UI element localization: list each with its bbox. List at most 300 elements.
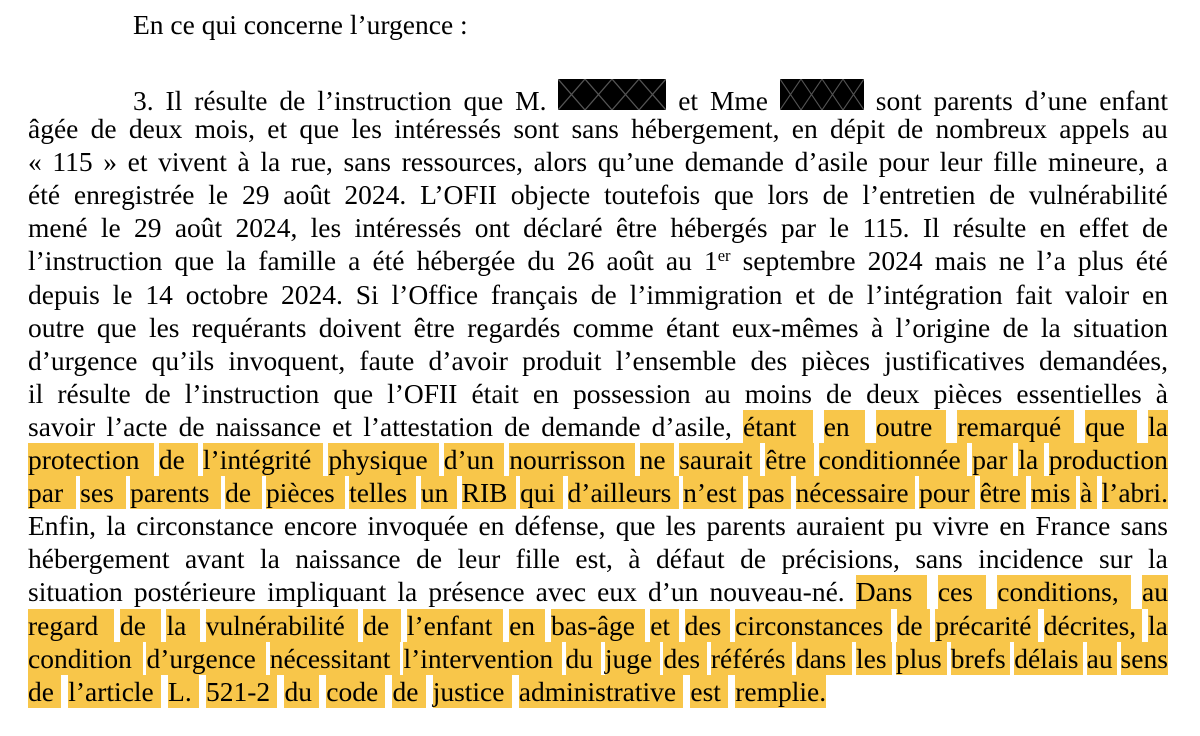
highlighted-word: saurait <box>679 443 760 476</box>
word: la <box>260 146 281 178</box>
highlighted-word: l’abri. <box>1101 477 1168 509</box>
word: Il <box>165 85 183 116</box>
word: appels <box>1059 113 1130 145</box>
word: justificatives <box>884 344 1025 376</box>
text-line <box>28 443 1168 476</box>
highlighted-word: la <box>1148 410 1168 442</box>
text-line <box>28 344 1168 377</box>
word: de <box>740 543 767 575</box>
word: été <box>1135 245 1168 277</box>
highlighted-word: étant <box>743 410 813 443</box>
word: ont <box>474 212 510 244</box>
highlighted-word: protection <box>28 443 154 476</box>
word: l’immigration <box>629 278 783 310</box>
ordinal-suffix: er <box>717 245 731 265</box>
word: deux <box>866 377 920 409</box>
word: et <box>678 85 699 116</box>
highlighted-word: l’enfant <box>407 609 504 642</box>
highlighted-word: à <box>1080 476 1097 509</box>
word: demandées, <box>1038 344 1168 376</box>
highlighted-word: en <box>509 609 545 642</box>
highlighted-word: par <box>28 476 76 509</box>
word: en <box>791 113 818 145</box>
word: enregistrée <box>73 179 195 211</box>
word: est, <box>575 543 613 575</box>
word: en <box>1039 212 1066 244</box>
word: en <box>1141 278 1168 310</box>
highlighted-word: telles <box>349 476 416 509</box>
word: nouveau-né. <box>709 576 845 608</box>
highlighted-word: n’est <box>683 476 743 509</box>
word: que <box>333 377 374 409</box>
word: été <box>28 179 61 211</box>
highlighted-word: plus <box>896 642 947 675</box>
word: demande <box>541 410 641 442</box>
highlighted-word: conditionnée <box>819 443 968 476</box>
paragraph-3 <box>28 79 1168 708</box>
word: 2024. <box>281 278 343 310</box>
word: être <box>615 212 658 244</box>
highlighted-word: juge <box>605 642 660 675</box>
word: défense, <box>514 510 606 542</box>
highlighted-word: pièces <box>266 476 345 509</box>
word: les <box>148 311 180 343</box>
word: intéressés <box>354 212 462 244</box>
word: sans <box>571 113 619 145</box>
word: vulnérabilité <box>1028 179 1168 211</box>
word: à <box>1155 377 1168 409</box>
highlighted-word: que <box>1085 410 1137 443</box>
word: faute <box>359 344 415 376</box>
word: 2024 <box>867 245 923 277</box>
word: septembre <box>742 245 856 277</box>
word: au <box>1141 113 1168 145</box>
word: mené <box>28 212 88 244</box>
text-line <box>28 410 1168 443</box>
word: fille <box>515 543 560 575</box>
highlighted-word: bas-âge <box>551 609 645 642</box>
word: lors <box>767 179 809 211</box>
text-line <box>28 311 1168 344</box>
redaction-block-icon <box>780 79 864 110</box>
highlighted-word: au <box>1087 642 1117 675</box>
word: fait <box>1015 278 1053 310</box>
word: 29 <box>241 179 270 211</box>
highlighted-word: être <box>980 476 1027 509</box>
word: de <box>989 179 1016 211</box>
word: leur <box>939 146 983 178</box>
word: enfant <box>1099 85 1168 116</box>
ordinal-number: 1 <box>703 245 718 277</box>
word: du <box>527 245 555 277</box>
highlighted-word: du <box>284 675 319 708</box>
word: hébergement <box>28 543 170 575</box>
word: Si <box>355 278 379 310</box>
highlighted-word: d’ailleurs <box>568 476 679 509</box>
text-line <box>28 112 1168 145</box>
word: plus <box>1077 245 1124 277</box>
word: l’entretien <box>862 179 976 211</box>
word: 115 <box>52 146 93 178</box>
word: la <box>1148 543 1168 575</box>
highlighted-word: l’article <box>68 675 161 708</box>
word: d’avoir <box>428 344 508 376</box>
highlighted-word: est <box>690 675 728 708</box>
word: effet <box>1078 212 1129 244</box>
word: août <box>606 245 654 277</box>
highlighted-word: de <box>225 476 261 509</box>
word: été <box>372 245 405 277</box>
word: la <box>106 510 127 542</box>
word: que <box>96 311 137 343</box>
word: savoir <box>28 410 96 442</box>
word: pièces <box>933 377 1003 409</box>
word: regardés <box>467 311 561 343</box>
highlighted-word: sens <box>1120 642 1168 674</box>
highlighted-word: physique <box>328 443 438 476</box>
word: octobre <box>185 278 269 310</box>
highlighted-word: un <box>421 476 457 509</box>
word: d’une <box>1024 85 1088 116</box>
highlighted-word: ne <box>640 443 674 476</box>
highlighted-word: les <box>856 642 892 675</box>
word: étant <box>666 311 720 343</box>
highlighted-word: pas <box>748 476 791 509</box>
word: deux <box>128 113 183 145</box>
word: naissance <box>215 410 322 442</box>
word: l’instruction <box>184 377 320 409</box>
word: à <box>237 146 250 178</box>
word: rue, <box>290 146 333 178</box>
word: de <box>178 410 205 442</box>
word: invoquent, <box>228 344 346 376</box>
word: qu’une <box>597 146 675 178</box>
word: l’OFII <box>387 377 458 409</box>
word: de <box>1002 311 1029 343</box>
word: a <box>348 245 361 277</box>
highlighted-word: l’intégrité <box>203 443 323 476</box>
word: de <box>416 543 443 575</box>
redacted-name-1 <box>558 79 666 110</box>
word: et <box>795 278 816 310</box>
word: en <box>999 510 1026 542</box>
word: qu’ils <box>151 344 215 376</box>
highlighted-word: au <box>1141 576 1168 608</box>
word: essentielles <box>1016 377 1142 409</box>
text-line <box>28 244 1168 277</box>
highlighted-word: pour <box>919 476 975 509</box>
highlighted-word: en <box>824 410 865 443</box>
word: âgée <box>28 113 79 145</box>
word: doivent <box>318 311 402 343</box>
highlighted-word: nourrisson <box>509 443 634 476</box>
highlighted-word: remarqué <box>957 410 1074 443</box>
word: alors <box>533 146 588 178</box>
highlighted-word: ces <box>938 575 986 608</box>
word: français <box>490 278 578 310</box>
word: avec <box>535 576 587 608</box>
highlighted-word: condition <box>28 642 143 675</box>
word: auraient <box>796 510 885 542</box>
highlighted-word: être <box>765 443 813 476</box>
word: sans <box>1120 510 1168 542</box>
highlighted-word: la <box>1147 609 1168 641</box>
redacted-name-2 <box>780 79 864 110</box>
word: l’a <box>1036 245 1066 277</box>
word: situation <box>28 576 123 608</box>
word: » <box>103 146 118 178</box>
word: de <box>1142 212 1168 244</box>
text-line <box>28 178 1168 211</box>
word: moins <box>744 377 812 409</box>
text-line <box>28 476 1168 509</box>
word: eux <box>597 576 637 608</box>
text-line <box>28 642 1168 675</box>
word: impliquant <box>267 576 387 608</box>
highlighted-word: des <box>685 609 730 642</box>
word: a <box>1155 146 1168 178</box>
highlighted-word: et <box>650 609 679 642</box>
highlighted-word: décrites, <box>1044 609 1143 642</box>
text-line <box>28 278 1168 311</box>
highlighted-word: du <box>566 642 602 675</box>
word: présence <box>428 576 525 608</box>
word: vivent <box>158 146 227 178</box>
word: 29 <box>134 212 162 244</box>
word: pour <box>878 146 930 178</box>
word: situation <box>1073 311 1168 343</box>
word: des <box>750 344 788 376</box>
word: toutefois <box>603 179 701 211</box>
word: naissance <box>295 543 401 575</box>
word: d’asile, <box>651 410 732 442</box>
highlighted-word: remplie. <box>735 675 827 707</box>
word: l’attestation <box>363 410 494 442</box>
highlighted-word: de <box>28 675 61 708</box>
word: la <box>397 576 418 608</box>
word: de <box>897 113 924 145</box>
highlighted-word: nécessaire <box>796 476 915 509</box>
highlighted-word: vulnérabilité <box>206 609 358 642</box>
word: Enfin, <box>28 510 96 542</box>
highlighted-word: par <box>972 443 1013 476</box>
word: ne <box>998 245 1025 277</box>
word: hébergés <box>670 212 768 244</box>
word: famille <box>258 245 337 277</box>
word: et <box>267 113 288 145</box>
highlighted-word: mis <box>1031 476 1076 509</box>
word: au <box>665 245 692 277</box>
text-line <box>28 509 1168 542</box>
word: le <box>100 212 121 244</box>
word: 3. <box>133 85 154 116</box>
highlighted-word: nécessitant <box>270 642 400 675</box>
word: pu <box>894 510 923 542</box>
word: défaut <box>655 543 725 575</box>
highlighted-word: conditions, <box>997 575 1131 608</box>
highlighted-word: regard <box>28 609 114 642</box>
word: précisions, <box>781 543 900 575</box>
word: M. <box>515 85 547 116</box>
word: eux-mêmes <box>731 311 859 343</box>
word: sans <box>915 543 963 575</box>
word: la <box>1040 311 1061 343</box>
text-line <box>28 211 1168 244</box>
word: les <box>665 510 697 542</box>
word: demande <box>684 146 785 178</box>
highlighted-word: la <box>1018 443 1043 476</box>
word: l’ensemble <box>615 344 737 376</box>
word: de <box>90 113 117 145</box>
word: résulte <box>57 377 131 409</box>
word: d’urgence <box>28 344 138 376</box>
word: mineure, <box>1048 146 1145 178</box>
word: la <box>259 543 280 575</box>
word: 115. <box>862 212 910 244</box>
highlighted-word: production <box>1048 444 1168 476</box>
text-line <box>28 575 1168 608</box>
word: encore <box>283 510 358 542</box>
highlighted-word: code <box>326 675 385 708</box>
word: vivre <box>932 510 990 542</box>
word: était <box>471 377 519 409</box>
word: hébergement, <box>631 113 780 145</box>
word: la <box>226 245 247 277</box>
word: l’instruction <box>28 245 163 277</box>
text-line <box>28 609 1168 642</box>
highlighted-word: outre <box>876 410 946 443</box>
word: de <box>504 410 531 442</box>
text-line <box>28 377 1168 410</box>
word: en <box>532 377 559 409</box>
word: de <box>826 377 852 409</box>
word: pièces <box>801 344 871 376</box>
word: sont <box>513 113 560 145</box>
word: fille <box>993 146 1038 178</box>
word: d’asile <box>794 146 868 178</box>
word: à <box>870 311 884 343</box>
word: sans <box>343 146 391 178</box>
highlighted-word: de <box>120 609 161 642</box>
word: et <box>127 146 148 178</box>
word: les <box>310 212 342 244</box>
highlighted-word: dans <box>796 642 852 675</box>
word: « <box>28 146 42 178</box>
highlighted-word: L. <box>168 675 199 708</box>
highlighted-word: précarité <box>935 609 1038 642</box>
word: en <box>478 510 505 542</box>
word: par <box>780 212 816 244</box>
highlighted-word: justice <box>433 675 512 708</box>
word: avant <box>184 543 245 575</box>
word: résulte <box>952 212 1027 244</box>
word: parents <box>706 510 786 542</box>
word: que <box>299 113 340 145</box>
word: l’origine <box>895 311 991 343</box>
highlighted-word: ses <box>80 476 125 509</box>
word: depuis <box>28 278 100 310</box>
word: outre <box>28 311 85 343</box>
word: 26 <box>566 245 595 277</box>
word: que <box>615 510 656 542</box>
word: hébergée <box>416 245 516 277</box>
highlighted-word: de <box>392 675 425 708</box>
word: comme <box>572 311 654 343</box>
section-heading: En ce qui concerne l’urgence : <box>133 9 468 40</box>
text-line <box>28 79 1168 116</box>
highlighted-word: de <box>159 443 198 476</box>
word: parents <box>933 85 1013 116</box>
highlighted-word: parents <box>130 476 221 509</box>
word: août <box>283 179 331 211</box>
word: de <box>144 377 171 409</box>
highlighted-word: des <box>663 642 707 675</box>
word: ressources, <box>401 146 523 178</box>
highlighted-word: délais <box>1014 642 1083 675</box>
word: produit <box>522 344 602 376</box>
text-line <box>28 542 1168 575</box>
highlighted-word: brefs <box>951 642 1011 675</box>
word: au <box>704 377 731 409</box>
word: France <box>1035 510 1111 542</box>
word: objecte <box>510 179 591 211</box>
word: requérants <box>191 311 307 343</box>
word: d’un <box>647 576 699 608</box>
highlighted-word: d’urgence <box>146 642 265 675</box>
word: L’OFII <box>420 179 497 211</box>
word: que <box>463 85 504 116</box>
word: l’acte <box>106 410 168 442</box>
word: de <box>822 179 849 211</box>
word: l’instruction <box>317 85 452 116</box>
word: possession <box>572 377 691 409</box>
word: le <box>829 212 850 244</box>
highlighted-word: administrative <box>519 675 683 708</box>
word: 14 <box>145 278 173 310</box>
highlighted-word: 521-2 <box>206 675 277 708</box>
word: et <box>332 410 353 442</box>
word: les <box>351 113 382 145</box>
word: sur <box>1098 543 1133 575</box>
word: mais <box>934 245 987 277</box>
text-line <box>28 145 1168 178</box>
word: leur <box>457 543 501 575</box>
word: août <box>174 212 223 244</box>
text-line <box>28 675 1168 708</box>
word: de <box>279 85 306 116</box>
word: déclaré <box>523 212 603 244</box>
word: 2024, <box>235 212 298 244</box>
highlighted-word: référés <box>711 642 792 675</box>
word: de <box>590 278 617 310</box>
word: de <box>827 278 854 310</box>
word: le <box>208 179 229 211</box>
highlighted-word: qui <box>520 476 563 509</box>
highlighted-word: Dans <box>856 575 927 608</box>
word: valoir <box>1064 278 1130 310</box>
word: circonstance <box>136 510 274 542</box>
word: résulte <box>194 85 268 116</box>
word: Mme <box>709 85 768 116</box>
word: à <box>628 543 641 575</box>
highlighted-word: de <box>363 609 401 642</box>
highlighted-word: RIB <box>462 476 516 509</box>
word: être <box>413 311 455 343</box>
word: que <box>714 179 754 211</box>
highlighted-word: circonstances <box>735 609 891 642</box>
word: Il <box>922 212 940 244</box>
word: intéressés <box>394 113 502 145</box>
